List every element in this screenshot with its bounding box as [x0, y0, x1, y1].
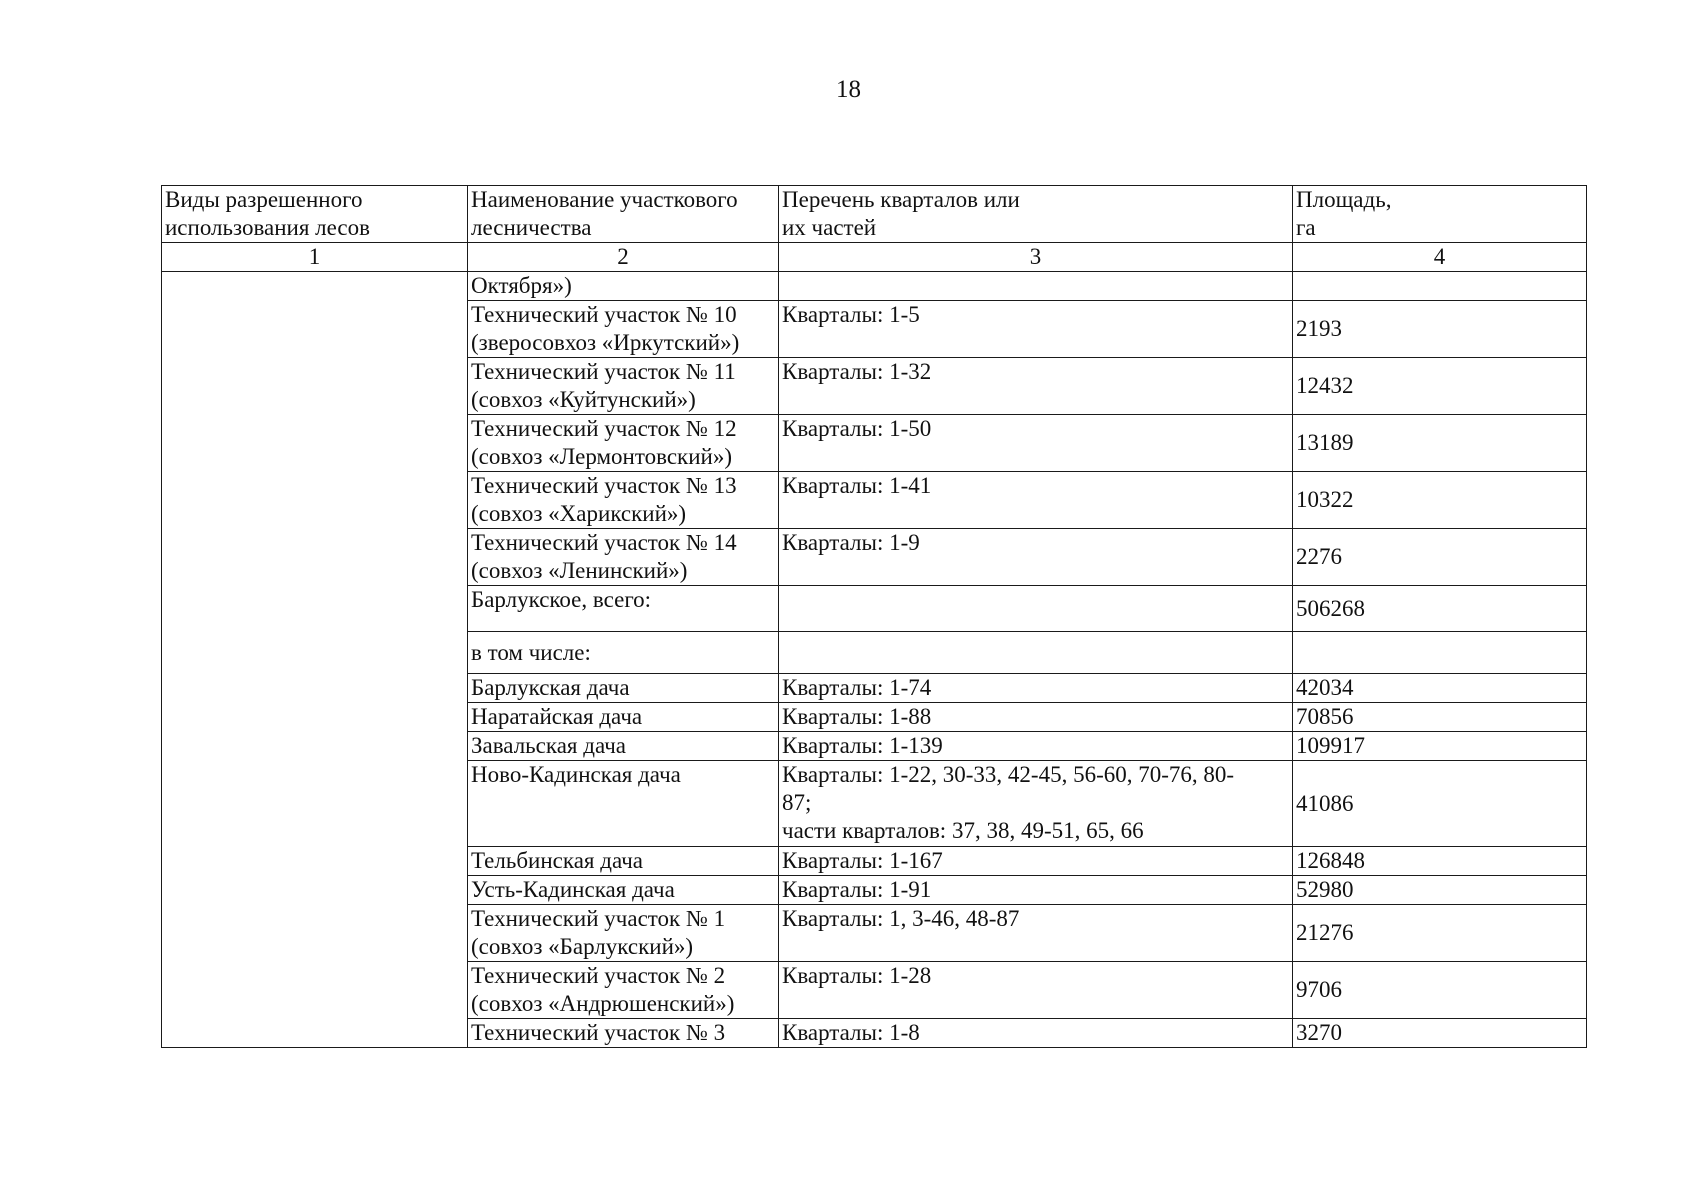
quarters-cell: [779, 632, 1293, 674]
area-cell: 3270: [1293, 1019, 1587, 1048]
quarters-cell: Кварталы: 1-91: [779, 876, 1293, 905]
quarters-cell: Кварталы: 1-22, 30-33, 42-45, 56-60, 70-76, 80- 87; части кварталов: 37, 38, 49-51, 65, 66: [779, 761, 1293, 847]
quarters-cell: Кварталы: 1-41: [779, 472, 1293, 529]
header-forestry-name: Наименование участкового лесничества: [468, 186, 779, 243]
forestry-name-cell: Технический участок № 12 (совхоз «Лермонтовский»): [468, 415, 779, 472]
quarters-cell: Кварталы: 1-9: [779, 529, 1293, 586]
forestry-name-cell: Завальская дача: [468, 732, 779, 761]
forestry-name-cell: Технический участок № 2 (совхоз «Андрюшенский»): [468, 962, 779, 1019]
area-cell: 506268: [1293, 586, 1587, 632]
forestry-name-cell: Технический участок № 13 (совхоз «Харикский»): [468, 472, 779, 529]
column-number: 2: [468, 243, 779, 272]
quarters-cell: Кварталы: 1-32: [779, 358, 1293, 415]
header-use-types: Виды разрешенного использования лесов: [162, 186, 468, 243]
area-cell: 41086: [1293, 761, 1587, 847]
quarters-cell: Кварталы: 1-5: [779, 301, 1293, 358]
quarters-cell: Кварталы: 1-139: [779, 732, 1293, 761]
area-cell: 13189: [1293, 415, 1587, 472]
forestry-name-cell: Технический участок № 14 (совхоз «Ленинский»): [468, 529, 779, 586]
forestry-name-cell: в том числе:: [468, 632, 779, 674]
column-number: 3: [779, 243, 1293, 272]
forestry-name-cell: Барлукская дача: [468, 674, 779, 703]
quarters-cell: Кварталы: 1-88: [779, 703, 1293, 732]
quarters-cell: [779, 586, 1293, 632]
quarters-cell: Кварталы: 1-28: [779, 962, 1293, 1019]
header-area: Площадь, га: [1293, 186, 1587, 243]
quarters-cell: Кварталы: 1-8: [779, 1019, 1293, 1048]
quarters-cell: [779, 272, 1293, 301]
quarters-cell: Кварталы: 1-167: [779, 847, 1293, 876]
forest-use-table: [161, 185, 1587, 1048]
forestry-name-cell: Ново-Кадинская дача: [468, 761, 779, 847]
page-number: 18: [836, 76, 861, 103]
forestry-name-cell: Технический участок № 11 (совхоз «Куйтунский»): [468, 358, 779, 415]
quarters-cell: Кварталы: 1-74: [779, 674, 1293, 703]
header-quarters-list: Перечень кварталов или их частей: [779, 186, 1293, 243]
area-cell: 10322: [1293, 472, 1587, 529]
area-cell: 52980: [1293, 876, 1587, 905]
area-cell: 109917: [1293, 732, 1587, 761]
area-cell: 70856: [1293, 703, 1587, 732]
column-number: 4: [1293, 243, 1587, 272]
forestry-name-cell: Октября»): [468, 272, 779, 301]
area-cell: 126848: [1293, 847, 1587, 876]
area-cell: 9706: [1293, 962, 1587, 1019]
area-cell: 42034: [1293, 674, 1587, 703]
forestry-name-cell: Барлукское, всего:: [468, 586, 779, 632]
forestry-name-cell: Тельбинская дача: [468, 847, 779, 876]
quarters-cell: Кварталы: 1, 3-46, 48-87: [779, 905, 1293, 962]
forestry-name-cell: Технический участок № 1 (совхоз «Барлукский»): [468, 905, 779, 962]
area-cell: [1293, 632, 1587, 674]
column-number-row: [162, 243, 1587, 272]
forestry-name-cell: Наратайская дача: [468, 703, 779, 732]
use-type-cell: [162, 272, 468, 1048]
forestry-name-cell: Технический участок № 10 (зверосовхоз «Иркутский»): [468, 301, 779, 358]
forestry-name-cell: Усть-Кадинская дача: [468, 876, 779, 905]
table-row: [162, 272, 1587, 301]
area-cell: 2276: [1293, 529, 1587, 586]
area-cell: 12432: [1293, 358, 1587, 415]
area-cell: [1293, 272, 1587, 301]
table-header-row: [162, 186, 1587, 243]
quarters-cell: Кварталы: 1-50: [779, 415, 1293, 472]
area-cell: 21276: [1293, 905, 1587, 962]
area-cell: 2193: [1293, 301, 1587, 358]
forestry-name-cell: Технический участок № 3: [468, 1019, 779, 1048]
column-number: 1: [162, 243, 468, 272]
